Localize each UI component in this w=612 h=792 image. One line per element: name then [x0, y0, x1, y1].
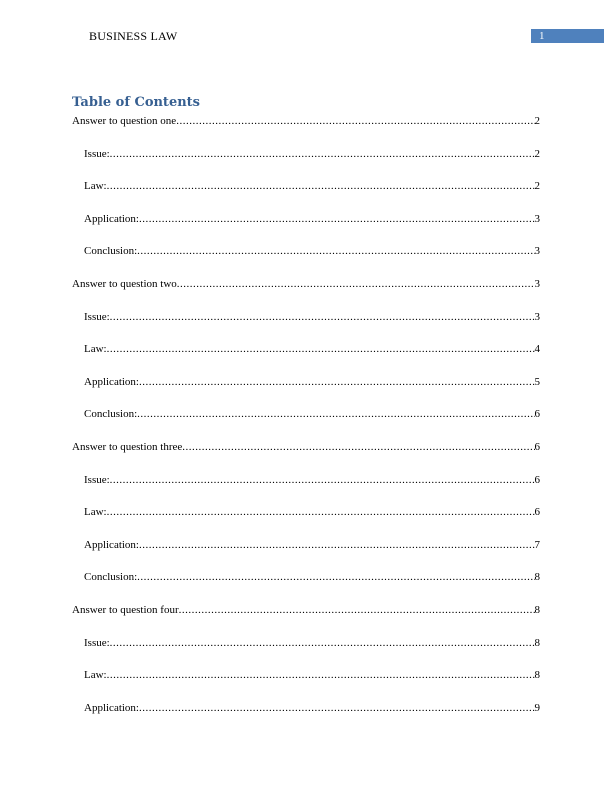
toc-dot-leader	[182, 441, 534, 454]
toc-entry-label: Conclusion:	[84, 408, 138, 421]
toc-entry[interactable]	[84, 213, 540, 226]
toc-entry[interactable]	[72, 278, 540, 291]
toc-entry-label: Application:	[84, 701, 139, 714]
toc-dot-leader	[107, 343, 535, 356]
toc-dot-leader	[139, 702, 535, 715]
toc-entry-label: Answer to question four	[72, 604, 179, 616]
toc-entry-page: 9	[534, 701, 540, 714]
toc-dot-leader	[177, 278, 535, 291]
toc-entry-page: 7	[534, 538, 540, 551]
toc-entry-page: 6	[534, 408, 540, 421]
toc-entry-page: 6	[534, 473, 540, 486]
toc-entry[interactable]	[84, 702, 540, 715]
toc-entry-label: Issue:	[84, 473, 110, 486]
toc-entry[interactable]	[84, 180, 540, 193]
toc-entry-page: 3	[534, 310, 540, 323]
toc-entry-label: Conclusion:	[84, 245, 138, 258]
toc-entry-page: 3	[534, 212, 540, 225]
toc-entry-page: 8	[534, 669, 540, 682]
toc-dot-leader	[110, 637, 535, 650]
toc-entry-page: 3	[534, 245, 540, 258]
toc-entry-label: Law:	[84, 343, 107, 356]
toc-dot-leader	[137, 245, 534, 258]
toc-entry-label: Law:	[84, 180, 107, 193]
toc-dot-leader	[179, 604, 535, 617]
toc-dot-leader	[176, 115, 534, 128]
toc-dot-leader	[107, 180, 535, 193]
toc-dot-leader	[139, 539, 535, 552]
toc-dot-leader	[139, 376, 535, 389]
page-number-badge: 1	[531, 29, 604, 43]
toc-entry[interactable]	[84, 539, 540, 552]
toc-dot-leader	[107, 506, 535, 519]
toc-entry[interactable]	[84, 474, 540, 487]
toc-entry[interactable]	[72, 604, 540, 617]
toc-heading: Table of Contents	[72, 95, 200, 110]
toc-entry[interactable]	[72, 115, 540, 128]
toc-entry[interactable]	[84, 148, 540, 161]
toc-entry-page: 8	[534, 604, 540, 616]
toc-entry-page: 4	[534, 343, 540, 356]
toc-entry-label: Application:	[84, 212, 139, 225]
toc-entry-page: 6	[534, 506, 540, 519]
toc-entry[interactable]	[84, 343, 540, 356]
toc-dot-leader	[139, 213, 535, 226]
toc-entry-label: Conclusion:	[84, 571, 138, 584]
toc-entry-page: 3	[534, 278, 540, 290]
toc-entry-label: Answer to question three	[72, 441, 183, 453]
toc-entry-label: Answer to question one	[72, 115, 177, 127]
toc-entry-label: Law:	[84, 506, 107, 519]
toc-entry[interactable]	[84, 669, 540, 682]
toc-entry-label: Answer to question two	[72, 278, 177, 290]
toc-entry[interactable]	[84, 245, 540, 258]
toc-entry[interactable]	[84, 311, 540, 324]
toc-entry-label: Application:	[84, 375, 139, 388]
toc-entry-label: Issue:	[84, 310, 110, 323]
toc-entry[interactable]	[84, 408, 540, 421]
toc-dot-leader	[107, 669, 535, 682]
toc-entry-page: 8	[534, 636, 540, 649]
toc-entry-label: Issue:	[84, 636, 110, 649]
toc-entry[interactable]	[72, 441, 540, 454]
toc-entry-page: 2	[534, 180, 540, 193]
toc-entry[interactable]	[84, 506, 540, 519]
toc-entry-page: 8	[534, 571, 540, 584]
toc-entry-page: 2	[534, 147, 540, 160]
toc-entry-page: 2	[534, 115, 540, 127]
toc-entry-page: 6	[534, 441, 540, 453]
toc-dot-leader	[137, 408, 534, 421]
toc-entry-label: Law:	[84, 669, 107, 682]
toc-dot-leader	[110, 148, 535, 161]
toc-dot-leader	[110, 474, 535, 487]
header-title: BUSINESS LAW	[89, 29, 178, 43]
toc-entry[interactable]	[84, 571, 540, 584]
toc-dot-leader	[137, 571, 534, 584]
toc-entry[interactable]	[84, 376, 540, 389]
toc-entry-label: Issue:	[84, 147, 110, 160]
toc-dot-leader	[110, 311, 535, 324]
toc-entry-page: 5	[534, 375, 540, 388]
toc-entry[interactable]	[84, 637, 540, 650]
toc-entry-label: Application:	[84, 538, 139, 551]
